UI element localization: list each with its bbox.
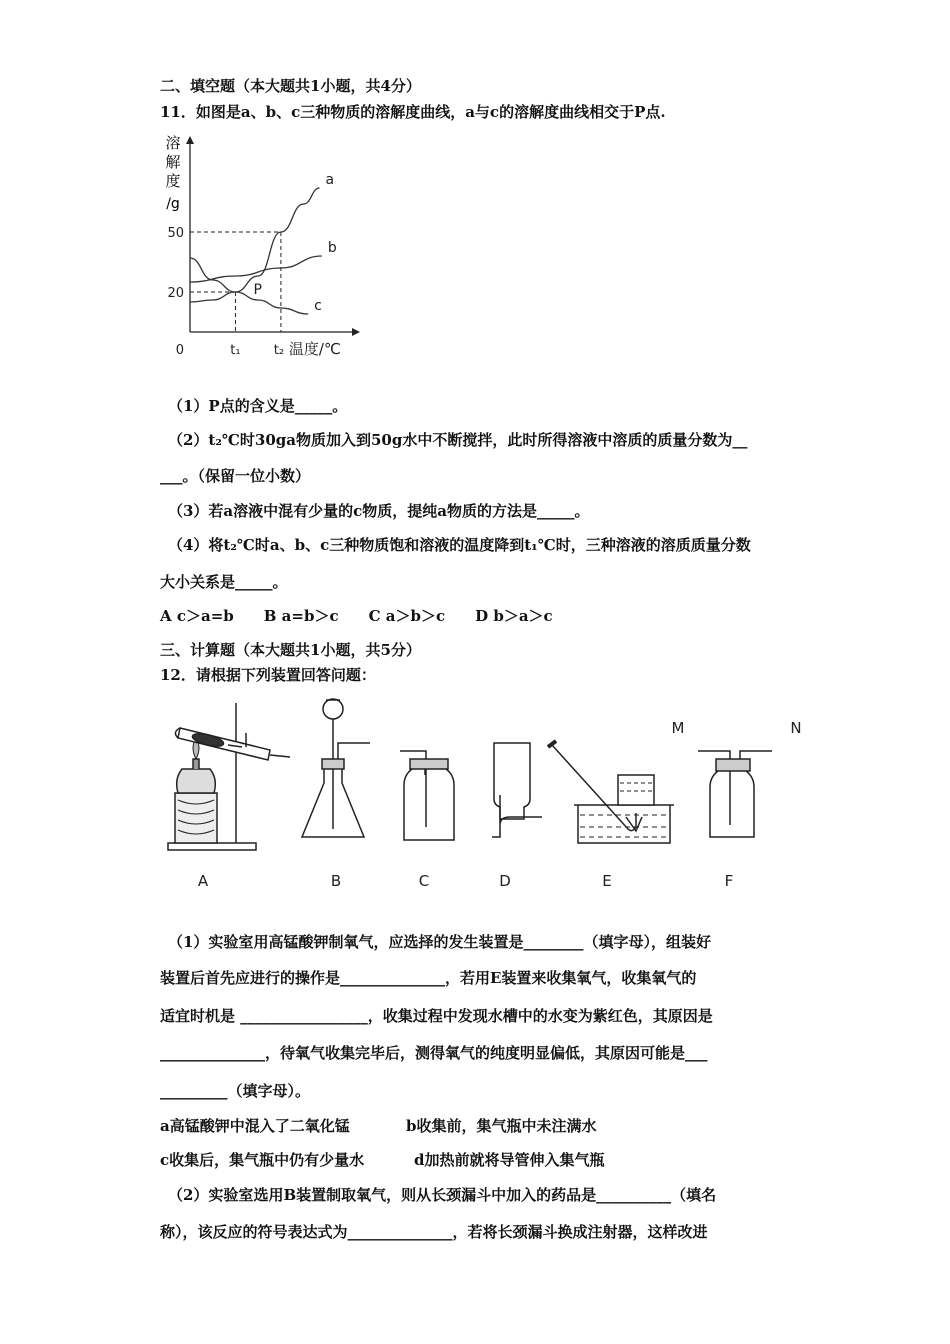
q12-sub1a: （1）实验室用高锰酸钾制氧气，应选择的发生装置是________（填字母），组装好 [168,933,711,951]
q12-sub1c: 适宜时机是 _________________，收集过程中发现水槽中的水变为紫红色，其原因是 [160,1007,713,1025]
q11-sub4a: （4）将t₂℃时a、b、c三种物质饱和溶液的温度降到t₁℃时，三种溶液的溶质质量分数 [168,536,751,554]
label-d: D [499,872,511,890]
label-f: F [724,872,734,890]
option-c: C a＞b＞c [368,607,446,625]
solubility-chart [158,132,363,362]
apparatus-b [302,699,370,837]
q11-sub1: （1）P点的含义是_____。 [168,397,348,415]
port-m: M [671,719,685,737]
series-label-a: a [325,172,335,188]
series-label-c: c [314,298,322,314]
x-axis-label: 温度/℃ [288,340,341,358]
apparatus-a [168,703,290,850]
apparatus-e [548,741,674,843]
q11-sub4b: 大小关系是_____。 [160,573,288,591]
q12-sub1e: _________（填字母）。 [160,1082,311,1100]
q12-choice-row-1 [160,1116,597,1136]
origin-label: 0 [175,343,184,358]
section-3-heading: 三、计算题（本大题共1小题，共5分） [160,641,421,659]
label-e: E [602,872,612,890]
y-tick-label: 50 [167,226,184,241]
lab-apparatus-figure [150,695,820,895]
q11-stem: 11．如图是a、b、c三种物质的溶解度曲线，a与c的溶解度曲线相交于P点. [160,103,666,121]
section-2-heading: 二、填空题（本大题共1小题，共4分） [160,77,421,95]
intersection-label-p: P [253,282,262,298]
q12-choice-row-2 [160,1150,605,1170]
y-label-char: 度 [165,172,181,190]
label-c: C [418,872,430,890]
apparatus-f [698,751,772,837]
q11-sub2a: （2）t₂℃时30ga物质加入到50g水中不断搅拌，此时所得溶液中溶质的质量分数为__ [168,431,748,449]
option-b: B a=b＞c [263,607,339,625]
plot-area [167,136,360,358]
y-label-char: 解 [165,153,181,171]
choice-d: d加热前就将导管伸入集气瓶 [414,1151,605,1169]
x-tick-label: t₁ [230,343,241,358]
port-n: N [790,719,802,737]
q12-sub2b: 称），该反应的符号表达式为______________，若将长颈漏斗换成注射器，这样改进 [160,1223,708,1241]
choice-b: b收集前，集气瓶中未注满水 [406,1117,597,1135]
q12-sub1d: ______________，待氧气收集完毕后，测得氧气的纯度明显偏低，其原因可能是___ [160,1044,708,1062]
option-a: A c＞a=b [160,607,234,625]
y-label-char: 溶 [165,134,181,152]
label-a: A [197,872,209,890]
apparatus-d [492,743,542,837]
series-curve-b [190,256,322,282]
choice-c: c收集后，集气瓶中仍有少量水 [160,1151,365,1169]
q11-sub3: （3）若a溶液中混有少量的c物质，提纯a物质的方法是_____。 [168,502,590,520]
apparatus-c [400,751,454,840]
y-label-char: /g [166,196,180,212]
q12-stem: 12．请根据下列装置回答问题： [160,666,376,684]
q12-sub1b: 装置后首先应进行的操作是______________，若用E装置来收集氧气，收集氧气的 [160,969,697,987]
y-axis-label [165,134,180,212]
series-label-b: b [327,240,337,256]
option-d: D b＞a＞c [475,607,553,625]
q12-sub2a: （2）实验室选用B装置制取氧气，则从长颈漏斗中加入的药品是__________（填名 [168,1186,717,1204]
x-tick-label: t₂ [273,343,285,358]
q11-options [160,606,583,626]
y-axis-arrow [186,136,194,144]
choice-a: a高锰酸钾中混入了二氧化锰 [160,1117,350,1135]
label-b: B [330,872,342,890]
y-tick-label: 20 [167,286,184,301]
x-axis-arrow [352,328,360,336]
q11-sub2b: ___。（保留一位小数） [160,467,311,485]
